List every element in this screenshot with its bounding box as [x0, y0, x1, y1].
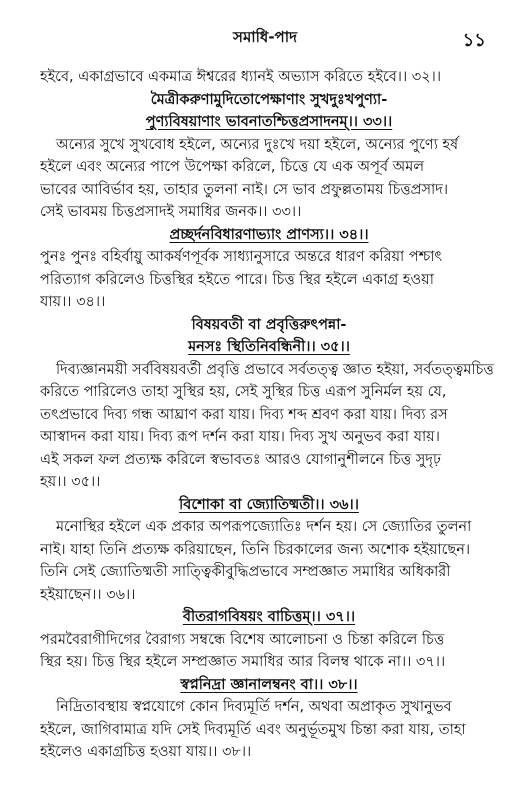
sutra-text: পুণ্যবিষয়াণাং ভাবনাতশ্চিত্তপ্রসাদনম্।। ৩৩।।	[145, 114, 393, 130]
text-line: নাই। যাহা তিনি প্রত্যক্ষ করিয়াছেন, তিনি চিরকালের জন্য অশোক হইয়াছেন।	[40, 541, 471, 558]
text-line: হইলে এবং অন্যের পাপে উপেক্ষা করিলে, চিত্তে যে এক অপূর্ব অমল	[40, 159, 425, 175]
text-line: হয়।। ৩৫।।	[40, 474, 101, 490]
text-line: মনোস্থির হইলে এক প্রকার অপরূপজ্যোতিঃ দর্শন হয়। সে জ্যোতির তুলনা	[56, 519, 472, 535]
sutra-line	[40, 111, 498, 134]
text-line: অন্যের সুখে সুখবোধ হইলে, অন্যের দুঃখে দয়া হইলে, অন্যের পুণ্যে হর্ষ	[56, 136, 459, 153]
running-title: সমাধি-পাদ	[233, 28, 297, 46]
sutra-line	[40, 674, 498, 697]
sutra-text: প্রচ্ছর্দনবিধারণাভ্যাং প্রাণস্য।। ৩৪।।	[169, 226, 369, 243]
text-line: হইলে, জাগিবামাত্র যদি সেই দিব্যমূর্তি এবং অনুর্ভূতমুখ চিন্তা করা যায়, তাহা	[40, 721, 466, 738]
text-line: তৎপ্রভাবে দিব্য গন্ধ আঘ্রাণ করা যায়। দিব্য শব্দ শ্রবণ করা যায়। দিব্য রস	[40, 406, 448, 423]
sutra-line	[40, 606, 498, 629]
text-line: দিব্যজ্ঞানময়ী সর্ববিষয়বর্তী প্রবৃত্তি প্রভাবে সর্বতত্ত্ব জ্ঞাত হইয়া, সর্বতত্ত্বমচিত্ত	[56, 361, 494, 378]
sutra-line	[40, 224, 498, 247]
text-line: যায়।। ৩৪।।	[40, 294, 106, 310]
text-line: করিতে পারিলেও তাহা সুস্থির হয়, সেই সুস্থির চিত্ত এরূপ সুনির্মল হয় যে,	[40, 384, 447, 400]
page-header	[0, 26, 530, 54]
sutra-text: মনসঃ স্থিতিনিবন্ধিনী।। ৩৫।।	[188, 339, 350, 355]
sutra-text: স্বপ্ননিদ্রা জ্ঞানালম্বনং বা।। ৩৮।।	[180, 676, 358, 693]
text-line: সেই ভাবময় চিত্তপ্রসাদই সমাধির জনক।। ৩৩।।	[40, 204, 302, 220]
text-line: পরমবৈরাগীদিগের বৈরাগ্য সম্বন্ধে বিশেষ আলোচনা ও চিন্তা করিলে চিত্ত	[40, 631, 445, 648]
sutra-line	[40, 494, 498, 517]
text-line: এই সকল ফল প্রত্যক্ষ করিলে স্বভাবতঃ আরও যোগানুশীলনে চিত্ত সুদৃঢ়	[40, 451, 441, 468]
sutra-line	[40, 336, 498, 359]
sutra-line: বিষয়বতী বা প্রবৃত্তিরুৎপন্না-	[191, 316, 347, 333]
text-line: পুনঃ পুনঃ বহির্বায়ু আকর্ষণপূর্বক সাধ্যানুসারে অন্তরে ধারণ করিয়া পশ্চাৎ	[40, 249, 443, 265]
sutra-line: মৈত্রীকরুণামুদিতোপেক্ষাণাং সুখদুঃখপুণ্যা-	[150, 91, 388, 108]
text-line: হইলেও একাগ্রচিত্ত হওয়া যায়।। ৩৮।।	[40, 744, 252, 760]
text-line: আস্বাদন করা যায়। দিব্য রূপ দর্শন করা যায়। দিব্য সুখ অনুভব করা যায়।	[40, 429, 440, 445]
text-line: তিনি সেই জ্যোতিষ্মতী সাত্ত্বিকীবুদ্ধিপ্রভাবে সম্প্রজ্ঞাত সমাধির অধিকারী	[40, 564, 451, 580]
sutra-text: বিশোকা বা জ্যোতিষ্মতী।। ৩৬।।	[179, 496, 359, 513]
text-line: স্থির হয়। চিত্ত স্থির হইলে সম্প্রজ্ঞাত সমাধির আর বিলম্ব থাকে না।। ৩৭।।	[40, 654, 446, 670]
sutra-text: বীতরাগবিষয়ং বাচিত্তম্।। ৩৭।।	[182, 609, 356, 625]
text-line: ভাবের আবির্ভাব হয়, তাহার তুলনা নাই। সে ভাব প্রফুল্লতাময় চিত্তপ্রসাদ।	[40, 181, 449, 198]
page-number: ১১	[462, 30, 486, 51]
text-line: নিদ্রিতাবস্থায় স্বপ্নযোগে কোন দিব্যমূর্তি দর্শন, অথবা অপ্রাকৃত সুখানুভব	[56, 699, 452, 715]
page-body	[40, 66, 498, 764]
text-line: পরিত্যাগ করিলেও চিত্তস্থির হইতে পারে। চিত্ত স্থির হইলে একাগ্র হওয়া	[40, 271, 434, 288]
text-line: হইয়াছেন।। ৩৬।।	[40, 586, 136, 603]
text-line: হইবে, একাগ্রভাবে একমাত্র ঈশ্বরের ধ্যানই অভ্যাস করিতে হইবে।। ৩২।।	[40, 69, 442, 85]
